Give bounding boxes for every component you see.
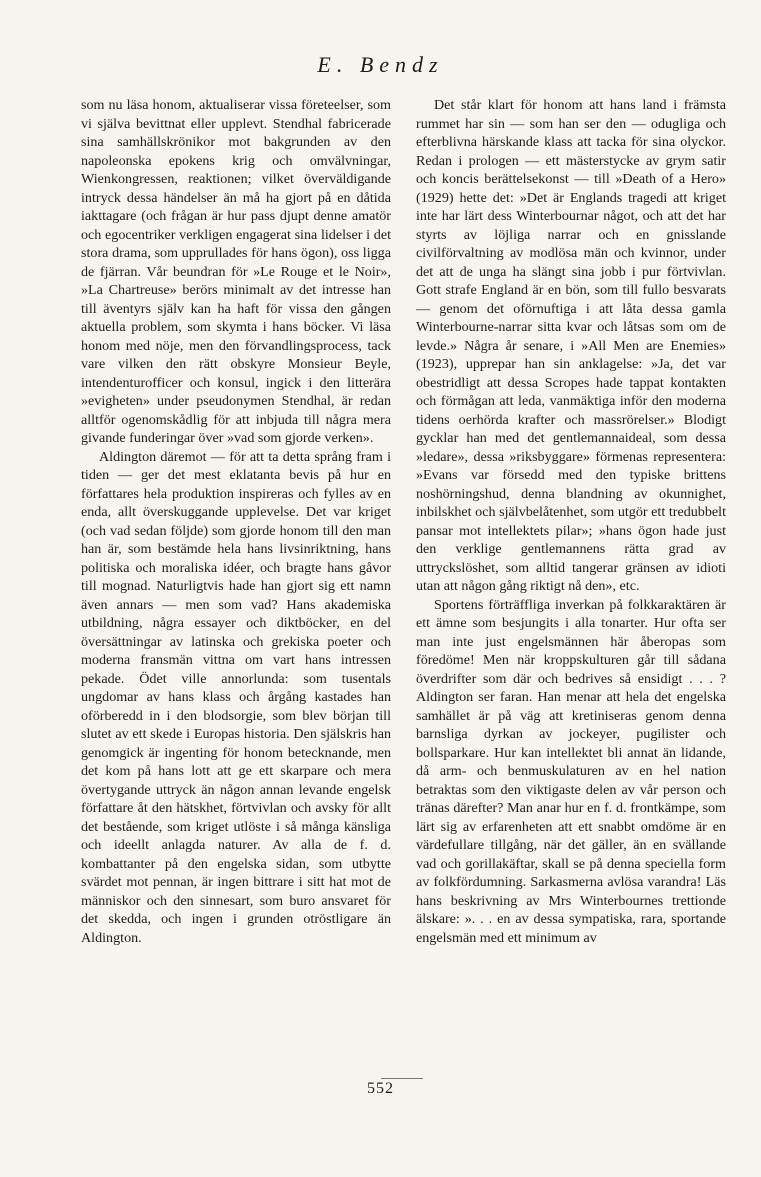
right-paragraph-1: Det står klart för honom att hans land i främsta rummet har sin — som han ser den — odugliga och efterblivna härskande klass att tacka för sina olyckor. Redan i prologen — ett mästerstycke av grym satir och koncis berättelsekonst — till »Death of a Hero» (1929) hette det: »Det är Englands tragedi att kriget inte har lärt dess Winterbournar något, och att det har styrts av löjliga narrar och en gnisslande civilförvaltning av modlösa män och kvinnor, under det att de unga ha slängt sina jobb i pur förtvivlan. Gott strafe England är en bön, som till fullo besvarats — genom det oförnuftiga i att låta dessa gamla Winterbourne-narrar sitta kvar och låtsas som om de levde.» Några år senare, i »All Men are Enemies» (1923), upprepar han sin anklagelse: »Ja, det var obestridligt att dessa Scropes hade tappat kontakten och förmågan att leda, vanmäktiga inför den moderna tidens oerhörda krafter och massrörelser.» Blodigt gycklar han med det gentlemannaideal, som dessa »ledare», dessa »riksbyggare» förmenas representera: »Evans var försedd med den typiske brittens noshörningshud, denna blandning av okunnighet, inbilskhet och självbelåtenhet, som utgör ett tredubbelt pansar mot intellektets pilar»; »hans ögon hade just den verklige gentlemannens rätta grad av uttryckslöshet, som alltid tangerar gränsen av idioti utan att någon gång riktigt nå den», etc. — [416, 97, 726, 594]
left-paragraph-1: som nu läsa honom, aktualiserar vissa företeelser, som vi själva bevittnat eller upplevt. Stendhal fabricerade sina samhällskrönikor mot bakgrunden av den napoleonska epokens krig och omvälvningar, Wienkongressen, reaktionen; vilket överväldigande intryck dessa händelser än må ha gjort på en dåtida iakttagare (och frågan är hur pass djupt denne amatör och egocentriker verkligen engagerat sina lidelser i det stora drama, som upprullades för hans ögon), oss ligga de fjärran. Vår beundran för »Le Rouge et le Noir», »La Chartreuse» berörs minimalt av det intresse han till äventyrs själv kan ha haft för vissa den gången aktuella problem, som skymta i hans böcker. Vi läsa honom med nöje, men den förvandlingsprocess, tack vare vilken den rätt obskyre Monsieur Beyle, intendenturofficer och konsul, ingick i den litterära »evigheten» under pseudonymen Stendhal, är redan alltför ogenomskådlig för att inbjuda till några mera givande funderingar över »vad som gjorde verken». — [81, 97, 391, 446]
right-column — [416, 96, 726, 947]
running-head: E. Bendz — [317, 52, 444, 77]
left-column — [81, 96, 391, 947]
footer-rule — [381, 1078, 423, 1079]
right-paragraph-2: Sportens förträffliga inverkan på folkkaraktären är ett ämne som besjungits i alla tonarter. Hur ofta ser man inte just engelsmännen här åberopas som föredöme! Men när kroppskulturen går till sådana överdrifter som där och bedrives så ensidigt . . . ? Aldington ser faran. Han menar att hela det engelska samhället är på väg att kretiniseras genom denna barnsliga dyrkan av jockeyer, pugilister och bollsparkare. Hur kan intellektet bli annat än lidande, då arm- och benmuskulaturen av en hel nation betraktas som den viktigaste delen av vår person och tränas därefter? Man anar hur en f. d. frontkämpe, som lärt sig av erfarenheten att ett snabbt omdöme är en värdefullare tillgång, när det gäller, än en svällande vad och gorillakäftar, skall se på denna speciella form av folkfördumning. Sarkasmerna avlösa varandra! Läs hans beskrivning av Mrs Winterbournes trettionde älskare: ». . . en av dessa sympatiska, rara, sportande engelsmän med ett minimum av — [416, 596, 726, 946]
left-paragraph-2: Aldington däremot — för att ta detta språng fram i tiden — ger det mest eklatanta bevis på hur en författares hela produktion inspireras och fylles av en enda, allt överskuggande upplevelse. Det var kriget (och vad sedan följde) som gjorde honom till den man han är, som bestämde hela hans livsinriktning, hans politiska och moraliska idéer, och bragte hans gåvor till mognad. Naturligtvis hade han gjort sig ett namn även annars — men som vad? Hans akademiska utbildning, några essayer och diktböcker, en del översättningar av latinska och grekiska poeter och moderna fransmän vittna om vart hans intressen pekade. Ödet ville annorlunda: som tusentals ungdomar av hans klass och årgång kastades han oförberedd in i den blodsorgie, som blev början till slutet av ett skede i Europas historia. Den själskris han genomgick är ingenting för honom betecknande, men det kom på hans lott att ge ett skarpare och mera övertygande uttryck än någon annan levande engelsk författare åt den hätskhet, förtvivlan och avsky för allt det bestående, som kriget utlöste i så många känsliga och ideellt anlagda naturer. Av alla de f. d. kombattanter på den engelska sidan, som utbytte svärdet mot pennan, är ingen bittrare i sitt hat mot de människor och den sinnesart, som buro ansvaret för det skedda, och ingen i grunden otröstligare än Aldington. — [81, 448, 391, 946]
page-number: 552 — [367, 1080, 394, 1097]
